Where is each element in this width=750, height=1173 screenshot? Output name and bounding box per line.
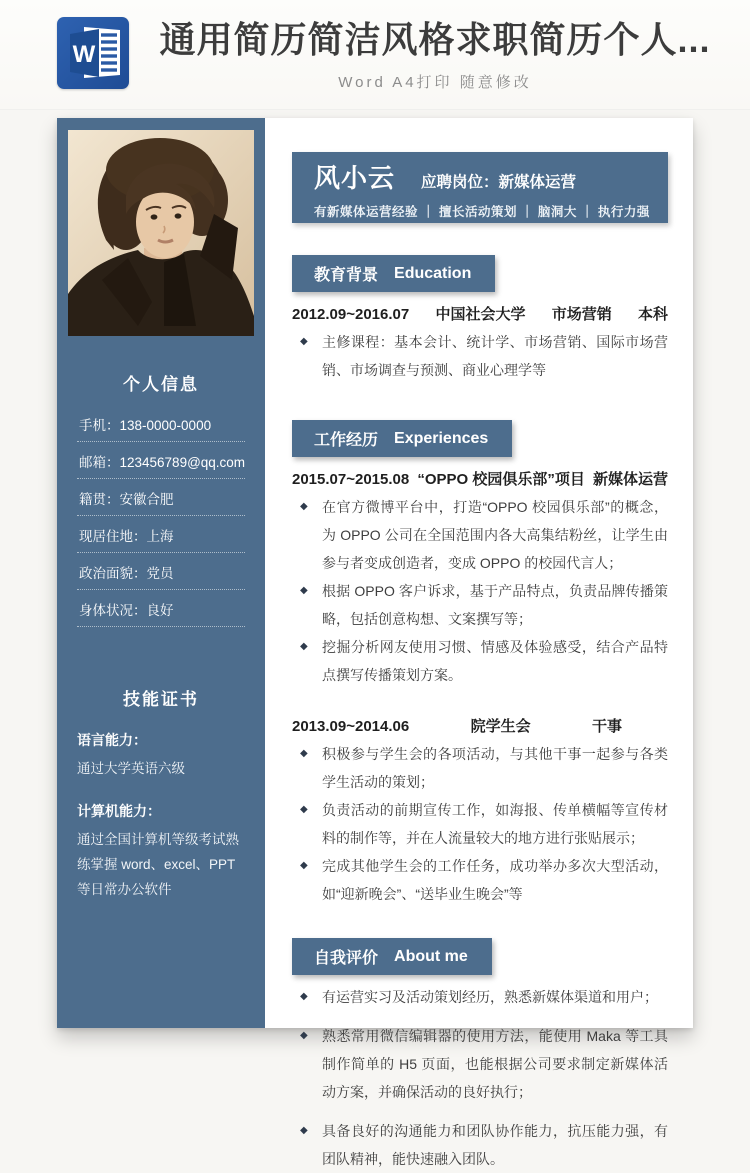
edu-school: 中国社会大学 [435,306,526,323]
info-label: 籍贯： [79,492,120,507]
info-value: 138-0000-0000 [119,418,212,433]
bullet-item [292,328,668,384]
info-row-phone [77,405,245,442]
education-entry-header [292,303,668,324]
diamond-bullet-icon: ◆ [300,585,308,596]
skill-text-language: 通过大学英语六级 [77,761,185,776]
experience-bullets [292,740,668,908]
info-row-email [77,442,245,479]
word-logo-icon[interactable] [57,17,129,89]
bullet-text: 具备良好的沟通能力和团队协作能力，抗压能力强，有团队精神，能快速融入团队。 [322,1123,668,1167]
diamond-bullet-icon: ◆ [300,1125,308,1136]
info-label: 身体状况： [79,603,147,618]
section-title-zh: 自我评价 [314,950,379,967]
bullet-text: 根据 OPPO 客户诉求，基于产品特点，负责品牌传播策略，包括创意构想、文案撰写等； [322,583,668,627]
word-letter: W [72,41,96,68]
diamond-bullet-icon: ◆ [300,860,308,871]
section-title-zh: 教育背景 [314,267,379,284]
diamond-bullet-icon: ◆ [300,501,308,512]
section-header-about [292,938,492,975]
section-title-en: Experiences [394,429,489,447]
diamond-bullet-icon: ◆ [300,804,308,815]
target-position: 应聘岗位：新媒体运营 [421,173,577,191]
info-row-hometown [77,479,245,516]
name-banner [292,152,668,223]
exp-role: 新媒体运营 [592,471,668,488]
skill-label-language: 语言能力： [77,732,147,748]
resume-main [292,118,668,1173]
experience-entry-header [292,468,668,489]
skills-title: 技能证书 [123,690,199,709]
bullet-text: 挖掘分析网友使用习惯、情感及体验感受，结合产品特点撰写传播策划方案。 [322,639,668,683]
template-subtitle: Word A4打印 随意修改 [338,74,532,91]
info-row-political [77,553,245,590]
info-value: 党员 [146,566,174,581]
skills-list [77,730,245,902]
section-header-education [292,255,495,292]
info-value: 123456789@qq.com [119,455,246,470]
section-header-experience [292,420,512,457]
bullet-text: 积极参与学生会的各项活动，与其他干事一起参与各类学生活动的策划； [322,746,668,790]
bullet-text: 负责活动的前期宣传工作，如海报、传单横幅等宣传材料的制作等，并在人流量较大的地方进行张贴展示； [322,802,668,846]
bullet-item [292,493,668,577]
experience-entry-header [292,715,668,736]
info-row-health [77,590,245,627]
edu-major: 市场营销 [551,306,612,323]
skill-label-computer: 计算机能力： [77,803,161,819]
info-value: 上海 [146,529,174,544]
template-title[interactable]: 通用简历简洁风格求职简历个人... [159,19,711,60]
info-value: 良好 [146,603,174,618]
info-label: 手机： [79,418,120,433]
section-title-en: About me [394,947,468,965]
info-label: 政治面貌： [79,566,147,581]
resume-sidebar [57,118,265,1028]
section-title-zh: 工作经历 [314,432,379,449]
bullet-item [292,796,668,852]
exp-role: 干事 [591,718,622,735]
diamond-bullet-icon: ◆ [300,1030,308,1041]
bullet-item [292,740,668,796]
edu-degree: 本科 [637,306,668,323]
experience-bullets [292,493,668,689]
exp-period: 2015.07~2015.08 [292,471,410,488]
exp-period: 2013.09~2014.06 [292,718,410,735]
info-label: 现居住地： [79,529,147,544]
bullet-item [292,1117,668,1173]
bullet-text: 完成其他学生会的工作任务，成功举办多次大型活动，如“迎新晚会”、“送毕业生晚会”等 [322,858,668,902]
profile-photo [68,130,254,336]
section-title-en: Education [394,264,472,282]
diamond-bullet-icon: ◆ [300,336,308,347]
info-label: 邮箱： [79,455,120,470]
exp-org: “OPPO 校园俱乐部”项目 [417,471,585,488]
skill-text-computer: 通过全国计算机等级考试熟练掌握 word、excel、PPT 等日常办公软件 [77,832,239,897]
candidate-name: 风小云 [314,162,396,193]
diamond-bullet-icon: ◆ [300,991,308,1002]
bullet-item [292,577,668,633]
bullet-text: 熟悉常用微信编辑器的使用方法，能使用 Maka 等工具制作简单的 H5 页面，也能根据公司要求制定新媒体活动方案，并确保活动的良好执行； [322,1028,668,1100]
bullet-text: 在官方微博平台中，打造“OPPO 校园俱乐部”的概念，为 OPPO 公司在全国范围内各大高集结粉丝，让学生由参与者变成创造者，变成 OPPO 的校园代言人； [322,499,668,571]
about-bullets [292,983,668,1173]
diamond-bullet-icon: ◆ [300,748,308,759]
bullet-item [292,633,668,689]
edu-period: 2012.09~2016.07 [292,306,410,323]
education-bullets [292,328,668,384]
bullet-item [292,983,668,1011]
personal-info-list [77,405,245,627]
candidate-tags: 有新媒体运营经验 ｜ 擅长活动策划 ｜ 脑洞大 ｜ 执行力强 [314,204,650,219]
bullet-item [292,1022,668,1106]
resume-page [57,118,693,1167]
bullet-text: 主修课程：基本会计、统计学、市场营销、国际市场营销、市场调查与预测、商业心理学等 [322,334,668,378]
info-value: 安徽合肥 [119,492,174,507]
personal-info-title: 个人信息 [123,375,199,394]
bullet-text: 有运营实习及活动策划经历，熟悉新媒体渠道和用户； [322,989,658,1005]
diamond-bullet-icon: ◆ [300,641,308,652]
bullet-item [292,852,668,908]
info-row-residence [77,516,245,553]
listing-header [0,0,750,110]
exp-org: 院学生会 [470,718,531,735]
